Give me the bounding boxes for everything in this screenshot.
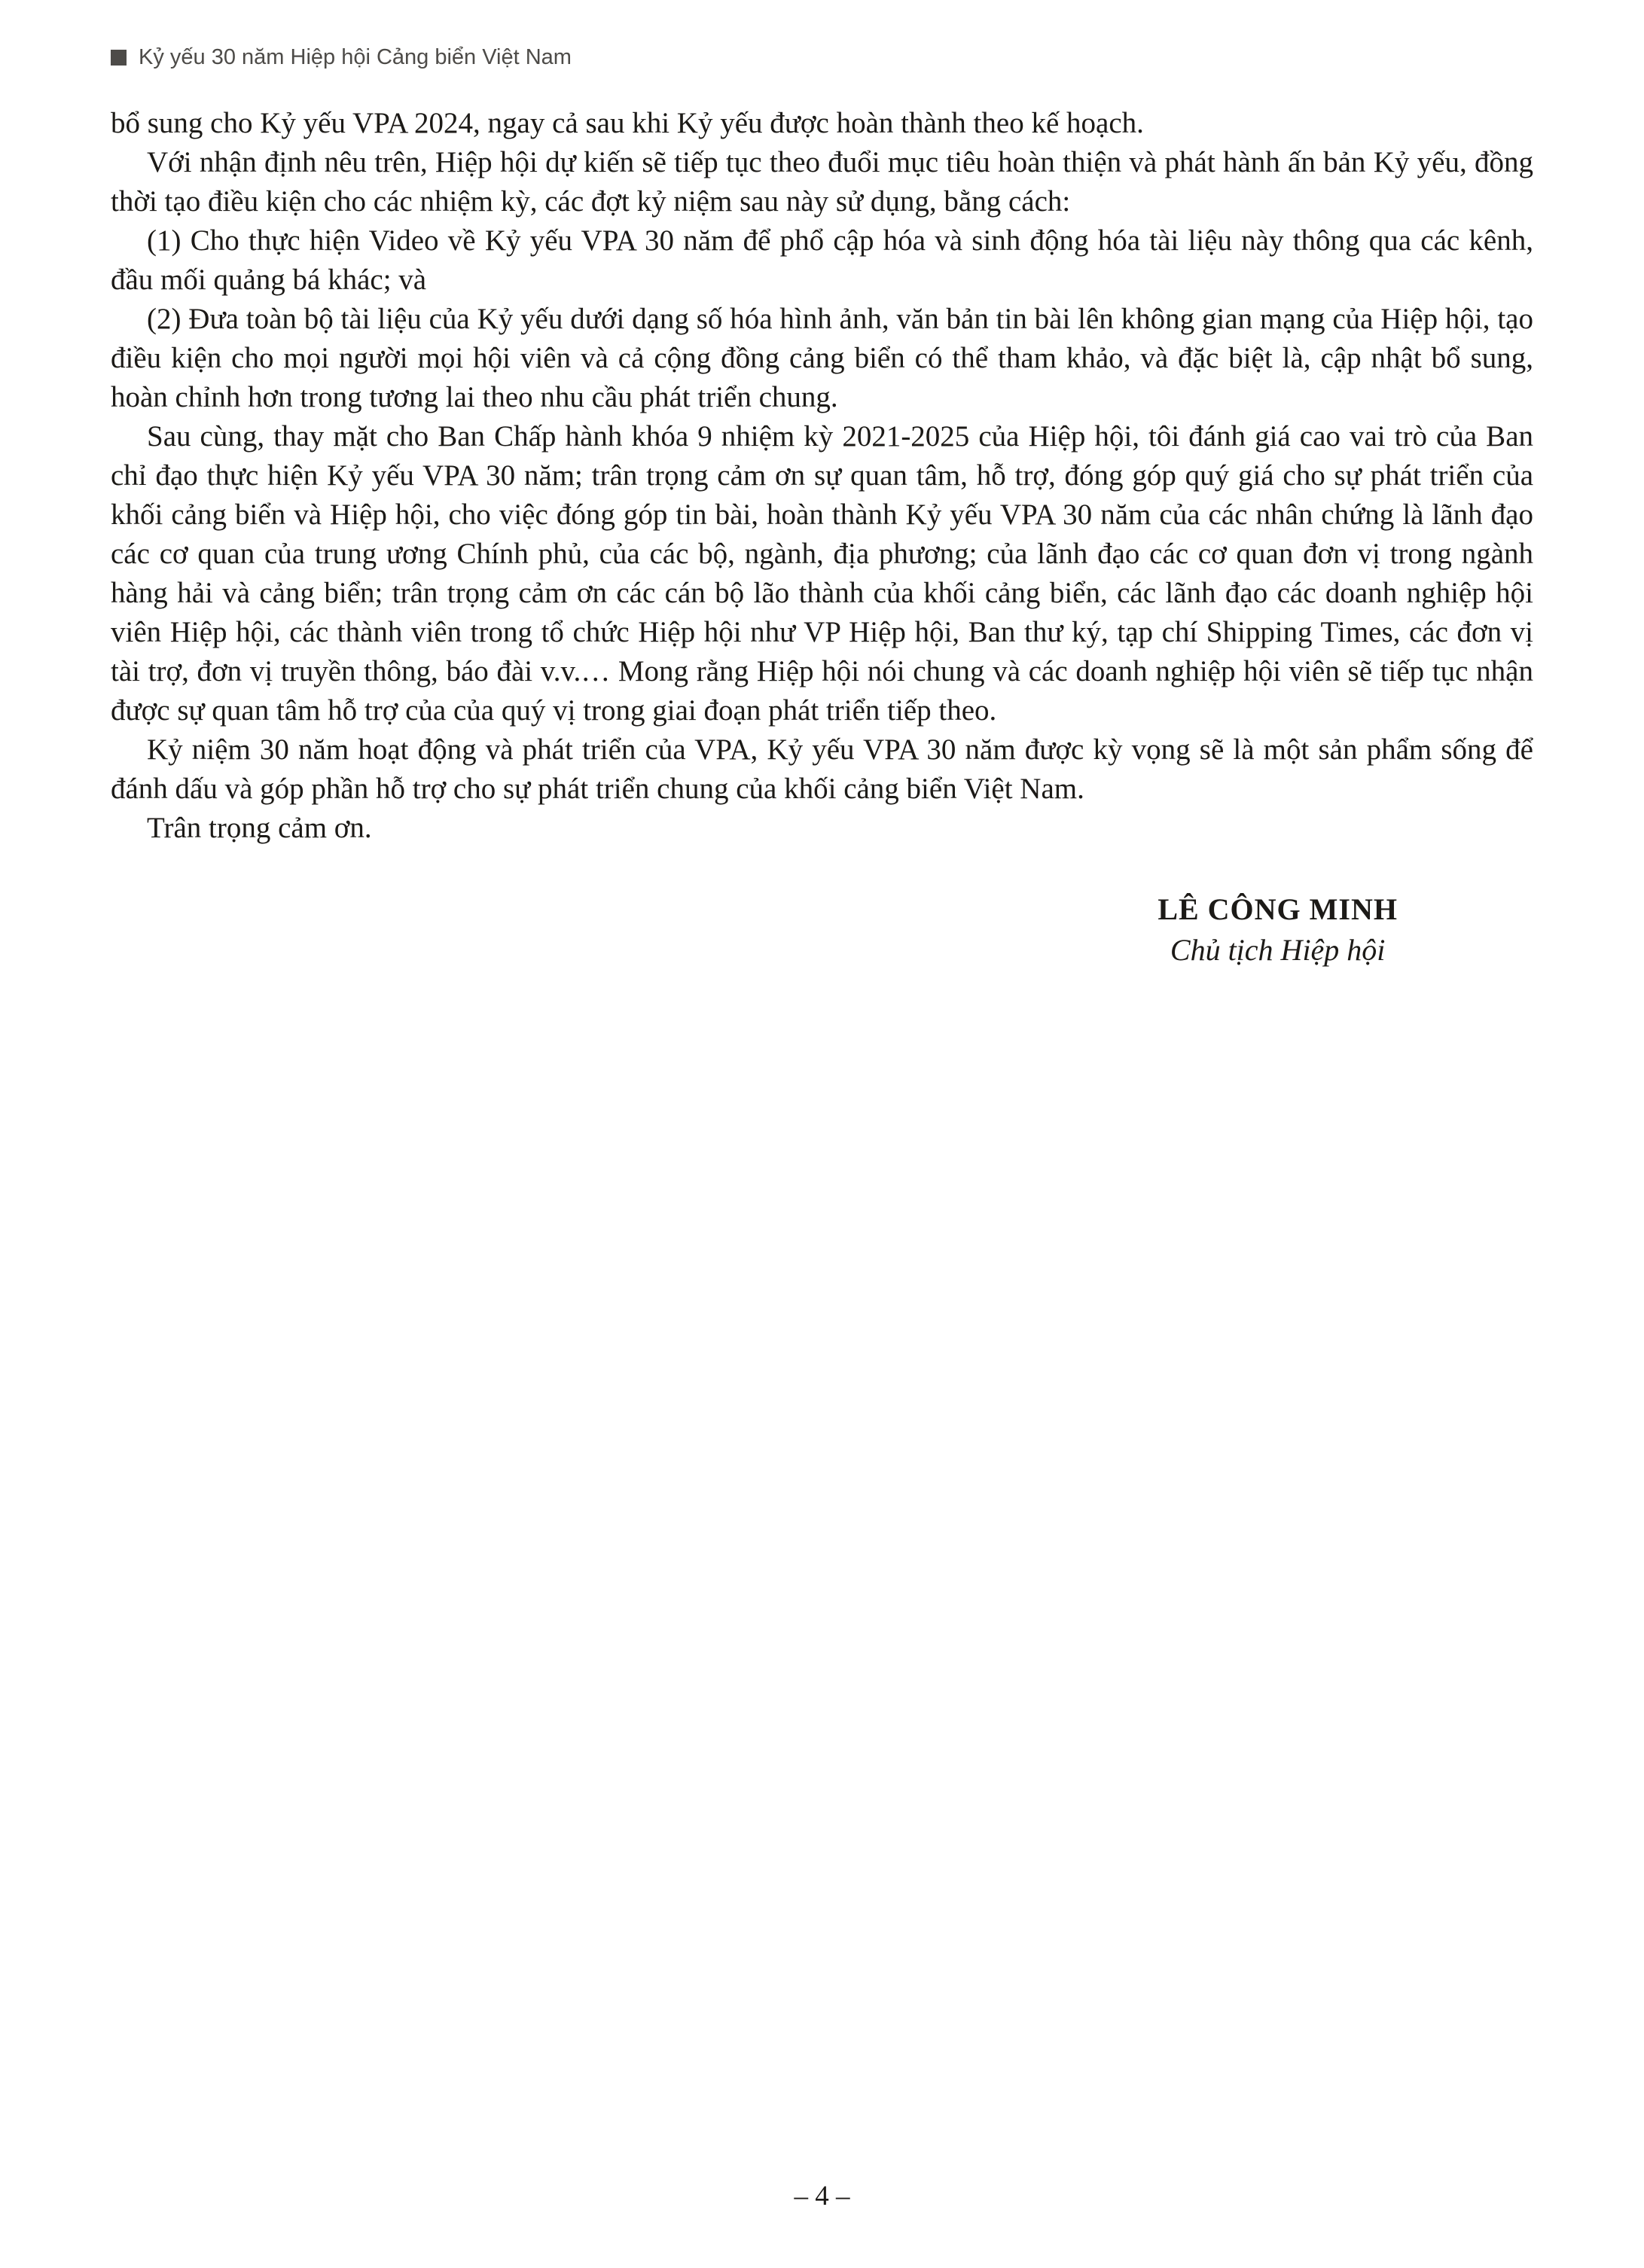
body-paragraph: Kỷ niệm 30 năm hoạt động và phát triển của VPA, Kỷ yếu VPA 30 năm được kỳ vọng sẽ là một sản phẩm sống để đánh dấu và góp phần hỗ trợ cho sự phát triển chung của khối cảng biển Việt Nam.	[111, 733, 1533, 805]
square-bullet-icon	[111, 50, 127, 66]
signature-name: LÊ CÔNG MINH	[1158, 892, 1398, 926]
body-paragraph: Với nhận định nêu trên, Hiệp hội dự kiến sẽ tiếp tục theo đuổi mục tiêu hoàn thiện và phát hành ấn bản Kỷ yếu, đồng thời tạo điều kiện cho các nhiệm kỳ, các đợt kỷ niệm sau này sử dụng, bằng cách:	[111, 146, 1533, 218]
running-header	[111, 47, 572, 69]
page-footer	[0, 2180, 1644, 2212]
signature-block	[1158, 890, 1398, 971]
body-paragraph: Sau cùng, thay mặt cho Ban Chấp hành khóa 9 nhiệm kỳ 2021-2025 của Hiệp hội, tôi đánh giá cao vai trò của Ban chỉ đạo thực hiện Kỷ yếu VPA 30 năm; trân trọng cảm ơn sự quan tâm, hỗ trợ, đóng góp quý giá cho sự phát triển của khối cảng biển và Hiệp hội, cho việc đóng góp tin bài, hoàn thành Kỷ yếu VPA 30 năm của các nhân chứng là lãnh đạo các cơ quan của trung ương Chính phủ, của các bộ, ngành, địa phương; của lãnh đạo các cơ quan đơn vị trong ngành hàng hải và cảng biển; trân trọng cảm ơn các cán bộ lão thành của khối cảng biển, các lãnh đạo các doanh nghiệp hội viên Hiệp hội, các thành viên trong tổ chức Hiệp hội như VP Hiệp hội, Ban thư ký, tạp chí Shipping Times, các đơn vị tài trợ, đơn vị truyền thông, báo đài v.v.… Mong rằng Hiệp hội nói chung và các doanh nghiệp hội viên sẽ tiếp tục nhận được sự quan tâm hỗ trợ của của quý vị trong giai đoạn phát triển tiếp theo.	[111, 420, 1533, 727]
signature-title: Chủ tịch Hiệp hội	[1170, 933, 1386, 967]
page-number: – 4 –	[794, 2181, 850, 2212]
body-paragraph-closing: Trân trọng cảm ơn.	[147, 812, 372, 844]
body-paragraph-list-item-2: (2) Đưa toàn bộ tài liệu của Kỷ yếu dưới dạng số hóa hình ảnh, văn bản tin bài lên không gian mạng của Hiệp hội, tạo điều kiện cho mọi người mọi hội viên và cả cộng đồng cảng biển có thể tham khảo, và đặc biệt là, cập nhật bổ sung, hoàn chỉnh hơn trong tương lai theo nhu cầu phát triển chung.	[111, 303, 1533, 413]
running-header-title: Kỷ yếu 30 năm Hiệp hội Cảng biển Việt Nam	[139, 45, 572, 69]
body-paragraph-list-item-1: (1) Cho thực hiện Video về Kỷ yếu VPA 30 năm để phổ cập hóa và sinh động hóa tài liệu này thông qua các kênh, đầu mối quảng bá khác; và	[111, 224, 1533, 296]
body-paragraph: bổ sung cho Kỷ yếu VPA 2024, ngay cả sau khi Kỷ yếu được hoàn thành theo kế hoạch.	[111, 107, 1144, 139]
document-body	[111, 104, 1533, 971]
